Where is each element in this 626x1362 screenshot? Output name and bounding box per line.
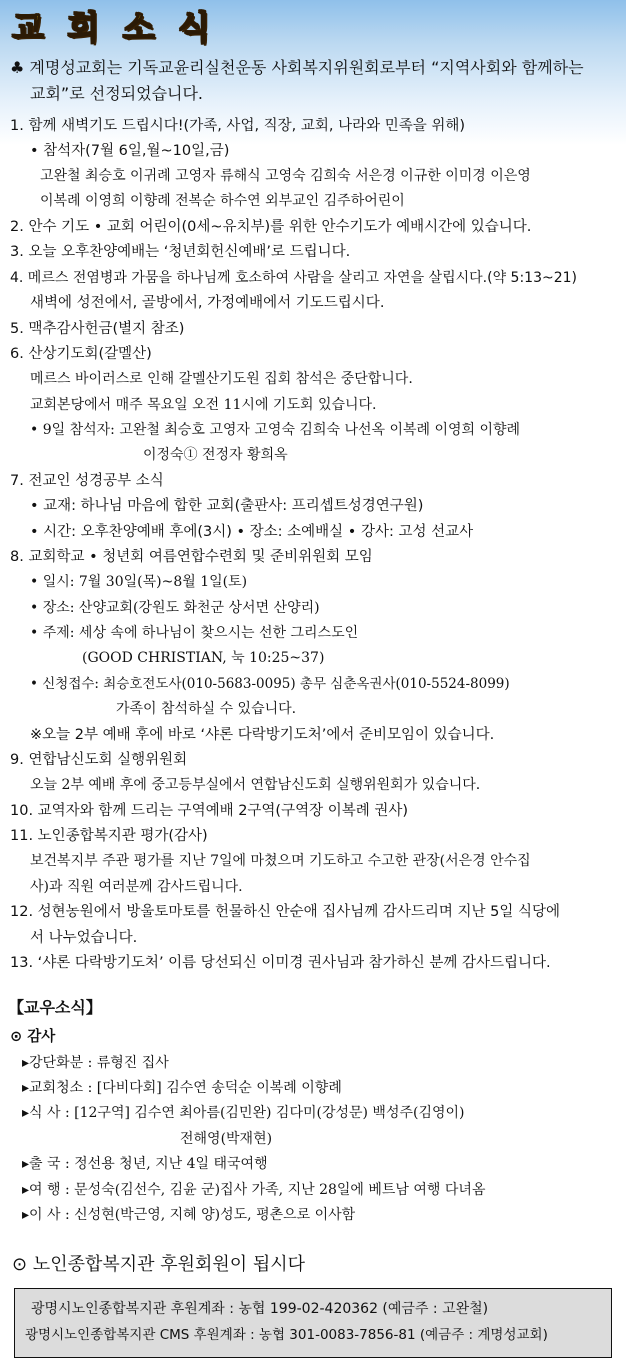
notice-item-11-line-1: 보건복지부 주관 평가를 지난 7일에 마쳤으며 기도하고 수고한 관장(서은경 안수집: [30, 853, 531, 869]
intro-line-1: ♣ 계명성교회는 기독교윤리실천운동 사회복지위원회로부터 “지역사회와 함께하는: [10, 58, 584, 77]
notice-item-8-note: ※오늘 2부 예배 후에 바로 ‘샤론 다락방기도처’에서 준비모임이 있습니다.: [30, 727, 495, 743]
members-row-travel: ▸여 행 : 문성숙(김선수, 김윤 군)집사 가족, 지난 28일에 베트남 여행 다녀옴: [22, 1182, 486, 1198]
members-row-flowers: ▸강단화분 : 류형진 집사: [22, 1055, 169, 1071]
notice-item-1-names-1: 고완철 최승호 이귀례 고영자 류해식 고영숙 김희숙 서은경 이규한 이미경 이은영: [40, 168, 531, 184]
notice-item-10: 10. 교역자와 함께 드리는 구역예배 2구역(구역장 이복례 권사): [10, 803, 409, 819]
notice-item-3: 3. 오늘 오후찬양예배는 ‘청년회헌신예배’로 드립니다.: [10, 244, 351, 260]
notice-item-7-bullet-1: • 교재: 하나님 마음에 합한 교회(출판사: 프리셉트성경연구원): [30, 498, 424, 514]
notice-item-8: 8. 교회학교 • 청년회 여름연합수련회 및 준비위원회 모임: [10, 549, 373, 565]
members-row-cleaning: ▸교회청소 : [다비다회] 김수연 송덕순 이복례 이향례: [22, 1080, 342, 1096]
sponsor-account-box: [14, 1288, 612, 1358]
members-row-meal-line-2: 전해영(박재현): [180, 1131, 273, 1147]
members-row-departure: ▸출 국 : 정선용 청년, 지난 4일 태국여행: [22, 1156, 268, 1172]
notice-item-6-line-1: 메르스 바이러스로 인해 갈멜산기도원 집회 참석은 중단합니다.: [30, 371, 413, 387]
notice-item-1-names-2: 이복례 이영희 이향례 전복순 하수연 외부교인 김주하어린이: [40, 193, 405, 209]
notice-item-8-bullet-4-line-2: 가족이 참석하실 수 있습니다.: [116, 701, 297, 717]
notice-item-6-line-2: 교회본당에서 매주 목요일 오전 11시에 기도회 있습니다.: [30, 397, 377, 413]
notice-item-8-bullet-2: • 장소: 산양교회(강원도 화천군 상서면 산양리): [30, 600, 320, 616]
notice-item-12: 12. 성현농원에서 방울토마토를 헌물하신 안순애 집사님께 감사드리며 지난 5일 식당에: [10, 904, 561, 920]
notice-item-7: 7. 전교인 성경공부 소식: [10, 473, 164, 489]
sponsor-account-line-1: 광명시노인종합복지관 후원계좌 : 농협 199-02-420362 (예금주 : 고완철): [31, 1301, 489, 1317]
notice-item-8-bullet-3-line-2: (GOOD CHRISTIAN, 눅 10:25~37): [82, 650, 325, 666]
notice-item-9: 9. 연합남신도회 실행위원회: [10, 752, 188, 768]
notice-item-5: 5. 맥추감사헌금(별지 참조): [10, 321, 185, 337]
notice-item-11-line-2: 사)과 직원 여러분께 감사드립니다.: [30, 879, 243, 895]
members-heading: 【교우소식】: [8, 998, 102, 1017]
notice-item-7-bullet-2: • 시간: 오후찬양예배 후에(3시) • 장소: 소예배실 • 강사: 고성 선교사: [30, 524, 474, 540]
members-row-moving: ▸이 사 : 신성현(박근영, 지혜 양)성도, 평촌으로 이사함: [22, 1207, 356, 1223]
page-title: 교 회 소 식: [12, 8, 216, 47]
notice-item-6-bullet: • 9일 참석자: 고완철 최승호 고영자 고영숙 김희숙 나선옥 이복례 이영희 이향례: [30, 422, 521, 438]
notice-item-6: 6. 산상기도회(갈멜산): [10, 346, 152, 362]
members-row-meal: ▸식 사 : [12구역] 김수연 최아름(김민완) 김다미(강성문) 백성주(김영이): [22, 1105, 465, 1121]
notice-item-12-line-2: 서 나누었습니다.: [30, 930, 138, 946]
sponsor-heading: ⊙ 노인종합복지관 후원회원이 됩시다: [12, 1254, 306, 1275]
notice-item-13: 13. ‘샤론 다락방기도처’ 이름 당선되신 이미경 권사님과 참가하신 분께 감사드립니다.: [10, 955, 551, 971]
notice-item-4-line-2: 새벽에 성전에서, 골방에서, 가정예배에서 기도드립시다.: [30, 295, 385, 311]
notice-item-8-bullet-3: • 주제: 세상 속에 하나님이 찾으시는 선한 그리스도인: [30, 625, 359, 641]
notice-item-2: 2. 안수 기도 • 교회 어린이(0세~유치부)를 위한 안수기도가 예배시간에 있습니다.: [10, 219, 532, 235]
notice-item-1: 1. 함께 새벽기도 드립시다!(가족, 사업, 직장, 교회, 나라와 민족을 위해): [10, 118, 466, 134]
notice-item-8-bullet-4: • 신청접수: 최승호전도사(010-5683-0095) 총무 심춘옥권사(010-5524-8099): [30, 676, 510, 692]
notice-item-9-line-1: 오늘 2부 예배 후에 중고등부실에서 연합남신도회 실행위원회가 있습니다.: [30, 777, 481, 793]
intro-line-2: 교회”로 선정되었습니다.: [30, 84, 204, 103]
sponsor-account-line-2: 광명시노인종합복지관 CMS 후원계좌 : 농협 301-0083-7856-81 (예금주 : 계명성교회): [25, 1327, 548, 1343]
members-thanks-heading: ⊙ 감사: [10, 1029, 56, 1045]
notice-item-8-bullet-1: • 일시: 7월 30일(목)~8월 1일(토): [30, 574, 248, 590]
notice-item-1-bullet: • 참석자(7월 6일,월~10일,금): [30, 143, 230, 159]
notice-item-11: 11. 노인종합복지관 평가(감사): [10, 828, 208, 844]
notice-item-4: 4. 메르스 전염병과 가뭄을 하나님께 호소하여 사람을 살리고 자연을 살립시다.(약 5:13~21): [10, 270, 577, 286]
notice-item-6-bullet-line-2: 이정숙① 전정자 황희옥: [143, 447, 288, 463]
